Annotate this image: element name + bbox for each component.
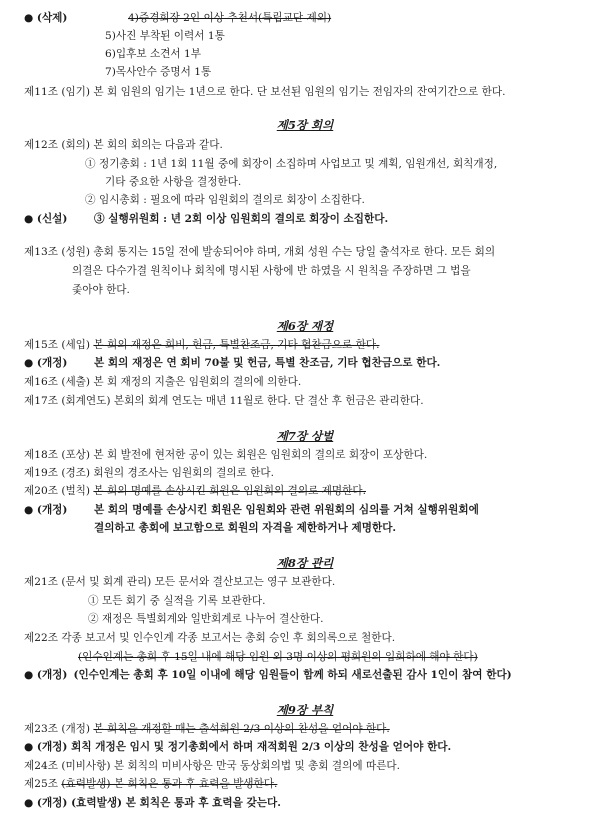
revised-text: 본 회의 재정은 연 회비 70불 및 헌금, 특별 찬조금, 기타 협찬금으로 한다. (94, 357, 441, 369)
revised-line: ● (개정) (효력발생) 본 회칙은 통과 후 효력을 갖는다. (24, 797, 281, 809)
revised-text-continued: 결의하고 총회에 보고함으로 회원의 자격을 제한하거나 제명한다. (94, 522, 397, 534)
list-item: ① 모든 회기 중 실적을 기록 보관한다. (88, 595, 266, 607)
list-item-continued: 기타 중요한 사항을 결정한다. (105, 176, 242, 188)
chapter-8-heading: 제8장 관리 (276, 556, 334, 570)
change-tag: ● (개정) (24, 357, 68, 369)
chapter-9-heading: 제9장 부칙 (276, 703, 334, 717)
article-18: 제18조 (포상) 본 회 발전에 현저한 공이 있는 회원은 임원회의 결의로 회장이 포상한다. (24, 449, 428, 461)
article-16: 제16조 (세출) 본 회 재정의 지출은 임원회의 결의에 의한다. (24, 376, 302, 388)
revised-line: ● (개정) 회칙 개정은 임시 및 정기총회에서 하며 재적회원 2/3 이상의 찬성을 얻어야 한다. (24, 741, 452, 753)
deleted-line (24, 12, 331, 25)
struck-text: (효력발생) 본 회칙은 통과 후 효력을 발생한다. (61, 778, 278, 790)
change-tag: ● (삭제) (24, 12, 68, 24)
list-item: ① 정기총회 : 1년 1회 11월 중에 회장이 소집하며 사업보고 및 계획, 임원개선, 회칙개정, (85, 158, 498, 170)
article-label: 제23조 (개정) (24, 723, 94, 735)
article-12: 제12조 (회의) 본 회의 회의는 다음과 같다. (24, 139, 223, 151)
article-11: 제11조 (임기) 본 회 임원의 임기는 1년으로 한다. 단 보선된 임원의 임기는 전임자의 잔여기간으로 한다. (24, 86, 506, 98)
struck-text: 본 회의 재정은 회비, 헌금, 특별찬조금, 기타 협찬금으로 한다. (93, 339, 380, 351)
chapter-5-heading: 제5장 회의 (276, 118, 334, 132)
chapter-6-heading: 제6장 재정 (276, 319, 334, 333)
struck-text: 본 회칙을 개정할 때는 출석회원 2/3 이상의 찬성을 얻어야 한다. (93, 723, 390, 735)
list-item: 7)목사안수 증명서 1통 (105, 66, 212, 78)
change-tag: ● (개정) (24, 669, 68, 681)
article-13: 제13조 (성원) 총회 통지는 15일 전에 발송되어야 하며, 개회 성원 수는 당일 출석자로 한다. 모든 회의 (24, 246, 496, 258)
revised-line (24, 669, 512, 682)
article-15 (24, 339, 379, 352)
article-13-continued: 좇아야 한다. (72, 284, 130, 296)
list-item: 6)입후보 소견서 1부 (105, 48, 201, 60)
revised-line (24, 357, 440, 370)
struck-text: 4)증경회장 2인 이상 추천서(특립교단 제외) (128, 12, 332, 24)
article-23 (24, 723, 390, 736)
article-label: 제20조 (벌칙) (24, 485, 94, 497)
struck-text: (인수인계는 총회 후 15일 내에 해당 임원 외 3명 이상의 평회원의 입회하에 해야 한다) (78, 651, 478, 663)
article-label: 제15조 (세입) (24, 339, 94, 351)
new-line (24, 213, 388, 226)
list-item: ② 재정은 특별회계와 일반회계로 나누어 결산한다. (88, 613, 324, 625)
struck-text: 본 회의 명예를 손상시킨 회원은 임원회의 결의로 제명한다. (93, 485, 366, 497)
new-text: ③ 실행위원회 : 년 2회 이상 임원회의 결의로 회장이 소집한다. (94, 213, 389, 225)
article-13-continued: 의결은 다수가결 원칙이나 회칙에 명시된 사항에 반 하였을 시 원칙을 주장하면 그 법을 (72, 265, 471, 277)
revised-line (24, 504, 479, 517)
article-label: 제25조 (24, 778, 62, 790)
article-21: 제21조 (문서 및 회계 관리) 모든 문서와 결산보고는 영구 보관한다. (24, 576, 336, 588)
list-item: 5)사진 부착된 이력서 1통 (105, 30, 225, 42)
chapter-7-heading: 제7장 상벌 (276, 429, 334, 443)
article-25 (24, 778, 277, 791)
article-20 (24, 485, 366, 498)
revised-text: (인수인계는 총회 후 10일 이내에 해당 임원들이 함께 하되 새로선출된 감사 1인이 참여 한다) (73, 669, 512, 681)
list-item: ② 임시총회 : 필요에 따라 임원회의 결의로 회장이 소집한다. (85, 194, 365, 206)
article-19: 제19조 (경조) 회원의 경조사는 임원회의 결의로 한다. (24, 467, 274, 479)
article-17: 제17조 (회계연도) 본회의 회계 연도는 매년 11월로 한다. 단 결산 후 헌금은 관리한다. (24, 395, 424, 407)
change-tag: ● (개정) (24, 504, 68, 516)
article-22: 제22조 각종 보고서 및 인수인계 각종 보고서는 총회 승인 후 회의록으로 철한다. (24, 632, 396, 644)
revised-text: 본 회의 명예를 손상시킨 회원은 임원회와 관련 위원회의 심의를 거쳐 실행위원회에 (94, 504, 479, 516)
change-tag: ● (신설) (24, 213, 68, 225)
article-24: 제24조 (미비사항) 본 회칙의 미비사항은 만국 동상회의법 및 총회 결의에 따른다. (24, 760, 401, 772)
